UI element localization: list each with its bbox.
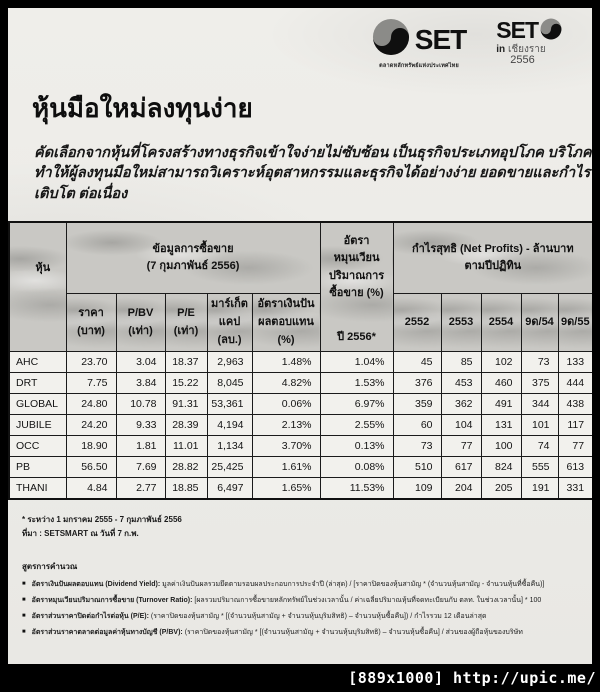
cell-value: 60 bbox=[393, 415, 441, 436]
cell-value: 100 bbox=[481, 436, 521, 457]
cell-value: 3.04 bbox=[116, 352, 165, 373]
cell-value: 77 bbox=[558, 436, 592, 457]
cell-value: 74 bbox=[521, 436, 558, 457]
bullet-icon: ■ bbox=[22, 596, 26, 603]
formulas-list bbox=[22, 580, 578, 637]
cell-value: 24.20 bbox=[66, 415, 116, 436]
subheader-2552: 2552 bbox=[393, 294, 441, 352]
cell-value: 101 bbox=[521, 415, 558, 436]
cell-value: 7.75 bbox=[66, 373, 116, 394]
formula-label: อัตราเงินปันผลตอบแทน (Dividend Yield): bbox=[31, 580, 163, 588]
cell-value: 4.82% bbox=[252, 373, 320, 394]
cell-value: 18.90 bbox=[66, 436, 116, 457]
cell-value: 491 bbox=[481, 394, 521, 415]
set-yinyang-icon bbox=[372, 18, 410, 61]
bullet-icon: ■ bbox=[22, 612, 26, 619]
subheader-price: ราคา (บาท) bbox=[66, 294, 116, 352]
cell-value: 1.81 bbox=[116, 436, 165, 457]
set-logo bbox=[372, 18, 466, 70]
formula-text: อัตราส่วนราคาตลาดต่อมูลค่าหุ้นทางบัญชี (P/BV): (ราคาปิดของหุ้นสามัญ * [(จำนวนหุ้นสามัญ + จำนวนหุ้นบุริมสิทธิ) – จำนวนหุ้นซื้อคืน] / ส่วนของผู้ถือหุ้นของบริษัท bbox=[31, 628, 523, 636]
logo-row bbox=[8, 8, 592, 74]
cell-value: 73 bbox=[393, 436, 441, 457]
cell-value: 617 bbox=[441, 457, 481, 478]
cell-value: 77 bbox=[441, 436, 481, 457]
cell-value: 613 bbox=[558, 457, 592, 478]
footnote-source: ที่มา : SETSMART ณ วันที่ 7 ก.พ. bbox=[22, 529, 139, 539]
netprofit-group-header bbox=[393, 222, 592, 294]
turnover-group-header bbox=[320, 222, 393, 352]
trading-group-line1: ข้อมูลการซื้อขาย bbox=[152, 242, 234, 255]
cell-value: 91.31 bbox=[165, 394, 207, 415]
cell-value: 4,194 bbox=[207, 415, 252, 436]
trading-group-line2: (7 กุมภาพันธ์ 2556) bbox=[146, 260, 240, 273]
formula-item bbox=[22, 580, 578, 589]
set-event-logo bbox=[496, 18, 562, 67]
formula-label: อัตราหมุนเวียนปริมาณการซื้อขาย (Turnover Ratio): bbox=[31, 596, 195, 604]
turnover-title: อัตรา หมุนเวียน ปริมาณการ ซื้อขาย (%) bbox=[328, 234, 385, 300]
cell-value: 8,045 bbox=[207, 373, 252, 394]
cell-value: 102 bbox=[481, 352, 521, 373]
subheader-2553: 2553 bbox=[441, 294, 481, 352]
cell-value: 2.77 bbox=[116, 478, 165, 499]
formulas-section bbox=[22, 560, 578, 637]
cell-value: 1.61% bbox=[252, 457, 320, 478]
header-sub-row bbox=[9, 294, 592, 352]
cell-value: 1.65% bbox=[252, 478, 320, 499]
event-logo-text: SET bbox=[496, 17, 538, 43]
table-row bbox=[9, 394, 592, 415]
cell-value: 1,134 bbox=[207, 436, 252, 457]
cell-value: 7.69 bbox=[116, 457, 165, 478]
cell-value: 4.84 bbox=[66, 478, 116, 499]
event-yinyang-icon bbox=[540, 18, 562, 45]
formulas-heading: สูตรการคำนวณ bbox=[22, 562, 78, 572]
set-logo-text: SET bbox=[414, 23, 467, 55]
cell-value: 28.82 bbox=[165, 457, 207, 478]
formula-label: อัตราส่วนราคาตลาดต่อมูลค่าหุ้นทางบัญชี (P/BV): bbox=[31, 628, 185, 636]
event-logo-year: 2556 bbox=[510, 54, 535, 67]
cell-value: 453 bbox=[441, 373, 481, 394]
stock-symbol: OCC bbox=[9, 436, 66, 457]
footnote-period: * ระหว่าง 1 มกราคม 2555 - 7 กุมภาพันธ์ 2556 bbox=[22, 514, 182, 524]
formula-item bbox=[22, 612, 578, 621]
cell-value: 11.01 bbox=[165, 436, 207, 457]
cell-value: 23.70 bbox=[66, 352, 116, 373]
cell-value: 191 bbox=[521, 478, 558, 499]
table-row bbox=[9, 415, 592, 436]
table-body bbox=[9, 352, 592, 499]
cell-value: 3.70% bbox=[252, 436, 320, 457]
table-row bbox=[9, 373, 592, 394]
subheader-dividend: อัตราเงินปัน ผลตอบแทน (%) bbox=[252, 294, 320, 352]
cell-value: 24.80 bbox=[66, 394, 116, 415]
formula-text: อัตราเงินปันผลตอบแทน (Dividend Yield): มูลค่าเงินปันผลรวมยึดตามรอบผลประกอบการประจำปี (ล่าสุด) / [ราคาปิดของหุ้นสามัญ * (จำนวนหุ้นสามัญ - จำนวนหุ้นที่ซื้อคืน)] bbox=[31, 580, 545, 588]
set-logo-top bbox=[372, 18, 466, 61]
stock-symbol: GLOBAL bbox=[9, 394, 66, 415]
cell-value: 25,425 bbox=[207, 457, 252, 478]
event-logo-city: เชียงราย bbox=[507, 43, 546, 55]
cell-value: 117 bbox=[558, 415, 592, 436]
cell-value: 2,963 bbox=[207, 352, 252, 373]
formula-text: อัตราส่วนราคาปิดต่อกำไรต่อหุ้น (P/E): (ราคาปิดของหุ้นสามัญ * [(จำนวนหุ้นสามัญ + จำนวนหุ้นบุริมสิทธิ) – จำนวนหุ้นซื้อคืน]) / กำไรรวม 12 เดือนล่าสุด bbox=[31, 612, 487, 620]
cell-value: 45 bbox=[393, 352, 441, 373]
cell-value: 10.78 bbox=[116, 394, 165, 415]
cell-value: 18.37 bbox=[165, 352, 207, 373]
cell-value: 344 bbox=[521, 394, 558, 415]
cell-value: 109 bbox=[393, 478, 441, 499]
watermark-text: [889x1000] http://upic.me/ bbox=[348, 669, 596, 687]
event-logo-top bbox=[496, 18, 562, 45]
cell-value: 3.84 bbox=[116, 373, 165, 394]
formula-item bbox=[22, 596, 578, 605]
col-stock-header: หุ้น bbox=[9, 222, 66, 352]
cell-value: 53,361 bbox=[207, 394, 252, 415]
footnotes bbox=[22, 513, 592, 542]
cell-value: 1.53% bbox=[320, 373, 393, 394]
header-group-row bbox=[9, 222, 592, 294]
cell-value: 0.13% bbox=[320, 436, 393, 457]
cell-value: 18.85 bbox=[165, 478, 207, 499]
formula-label: อัตราส่วนราคาปิดต่อกำไรต่อหุ้น (P/E): bbox=[31, 612, 151, 620]
bullet-icon: ■ bbox=[22, 580, 26, 587]
page-title: หุ้นมือใหม่ลงทุนง่าย bbox=[32, 93, 253, 123]
table-row bbox=[9, 478, 592, 499]
cell-value: 28.39 bbox=[165, 415, 207, 436]
turnover-year-label: ปี 2556* bbox=[337, 330, 376, 343]
cell-value: 204 bbox=[441, 478, 481, 499]
event-logo-in: in bbox=[496, 43, 506, 55]
cell-value: 73 bbox=[521, 352, 558, 373]
stock-symbol: THANI bbox=[9, 478, 66, 499]
stock-symbol: PB bbox=[9, 457, 66, 478]
cell-value: 362 bbox=[441, 394, 481, 415]
cell-value: 2.55% bbox=[320, 415, 393, 436]
watermark-bar bbox=[0, 664, 600, 692]
cell-value: 510 bbox=[393, 457, 441, 478]
cell-value: 133 bbox=[558, 352, 592, 373]
cell-value: 6.97% bbox=[320, 394, 393, 415]
trading-group-header bbox=[66, 222, 320, 294]
cell-value: 1.48% bbox=[252, 352, 320, 373]
cell-value: 9.33 bbox=[116, 415, 165, 436]
formula-text: อัตราหมุนเวียนปริมาณการซื้อขาย (Turnover Ratio): [ผลรวมปริมาณการซื้อขายหลักทรัพย์ในช่วงเวลานั้น / ค่าเฉลี่ยปริมาณหุ้นที่จดทะเบียนกับ ตลท. ในช่วงเวลานั้น] * 100 bbox=[31, 596, 542, 604]
netprofit-line2: ตามปีปฏิทิน bbox=[464, 260, 522, 273]
cell-value: 375 bbox=[521, 373, 558, 394]
set-logo-tagline: ตลาดหลักทรัพย์แห่งประเทศไทย bbox=[379, 63, 459, 69]
cell-value: 0.08% bbox=[320, 457, 393, 478]
subheader-marketcap: มาร์เก็ต แคป (ลบ.) bbox=[207, 294, 252, 352]
cell-value: 11.53% bbox=[320, 478, 393, 499]
bullet-icon: ■ bbox=[22, 628, 26, 635]
subheader-pe: P/E (เท่า) bbox=[165, 294, 207, 352]
stock-table bbox=[8, 221, 592, 500]
subheader-pbv: P/BV (เท่า) bbox=[116, 294, 165, 352]
netprofit-line1: กำไรสุทธิ (Net Profits) - ล้านบาท bbox=[412, 242, 574, 255]
stock-symbol: JUBILE bbox=[9, 415, 66, 436]
subheader-2554: 2554 bbox=[481, 294, 521, 352]
stock-symbol: DRT bbox=[9, 373, 66, 394]
cell-value: 6,497 bbox=[207, 478, 252, 499]
subheader-9m55: 9ด/55 bbox=[558, 294, 592, 352]
scanned-document bbox=[8, 8, 592, 664]
cell-value: 1.04% bbox=[320, 352, 393, 373]
cell-value: 460 bbox=[481, 373, 521, 394]
formula-item bbox=[22, 628, 578, 637]
cell-value: 56.50 bbox=[66, 457, 116, 478]
table-row bbox=[9, 436, 592, 457]
cell-value: 438 bbox=[558, 394, 592, 415]
cell-value: 359 bbox=[393, 394, 441, 415]
table-row bbox=[9, 457, 592, 478]
cell-value: 444 bbox=[558, 373, 592, 394]
cell-value: 376 bbox=[393, 373, 441, 394]
cell-value: 85 bbox=[441, 352, 481, 373]
table-row bbox=[9, 352, 592, 373]
cell-value: 331 bbox=[558, 478, 592, 499]
cell-value: 131 bbox=[481, 415, 521, 436]
cell-value: 2.13% bbox=[252, 415, 320, 436]
cell-value: 555 bbox=[521, 457, 558, 478]
cell-value: 104 bbox=[441, 415, 481, 436]
cell-value: 205 bbox=[481, 478, 521, 499]
stock-symbol: AHC bbox=[9, 352, 66, 373]
cell-value: 824 bbox=[481, 457, 521, 478]
cell-value: 0.06% bbox=[252, 394, 320, 415]
subheader-9m54: 9ด/54 bbox=[521, 294, 558, 352]
intro-paragraph: คัดเลือกจากหุ้นที่โครงสร้างทางธุรกิจเข้าใจง่ายไม่ซับซ้อน เป็นธุรกิจประเภทอุปโภค บริโภค ทำให้ผู้ลงทุนมือใหม่สามารถวิเคราะห์อุตสาหกรรมและธุรกิจได้อย่างง่าย ยอดขายและกำไรเติบโต ต่อเนื่อง bbox=[34, 145, 592, 202]
cell-value: 15.22 bbox=[165, 373, 207, 394]
